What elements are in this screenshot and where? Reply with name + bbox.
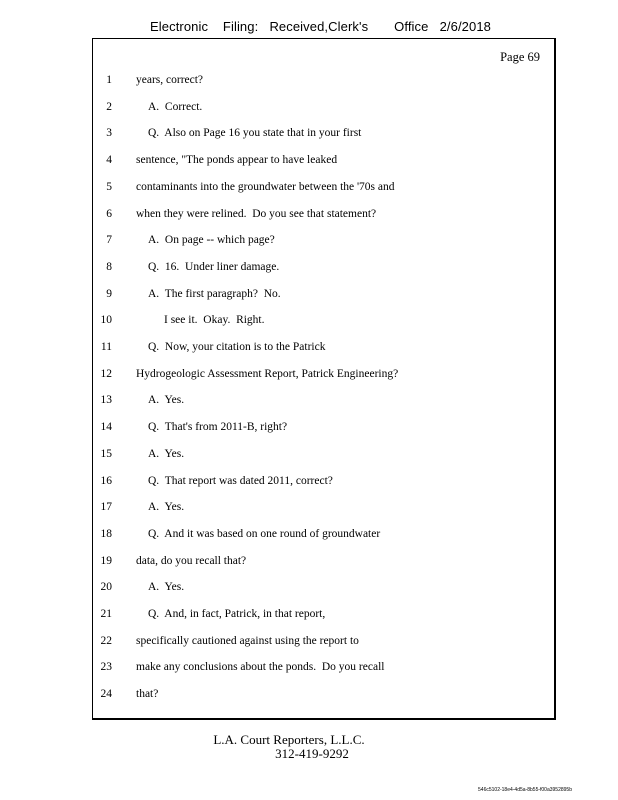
line-number: 8 (106, 260, 112, 273)
line-number: 2 (106, 100, 112, 113)
transcript-line (92, 444, 554, 464)
line-number: 18 (100, 527, 112, 540)
page-number: Page 69 (500, 50, 540, 64)
line-number: 19 (100, 554, 112, 567)
transcript-line (92, 150, 554, 170)
transcript-line (92, 657, 554, 677)
line-text: Q. 16. Under liner damage. (148, 260, 280, 273)
footer-phone (0, 746, 618, 762)
line-text: that? (136, 688, 159, 701)
transcript-line (92, 70, 554, 90)
line-text: when they were relined. Do you see that statement? (136, 207, 377, 220)
transcript-line (92, 577, 554, 597)
line-number: 24 (100, 688, 112, 701)
transcript-line (92, 97, 554, 117)
line-text: Q. That report was dated 2011, correct? (148, 474, 333, 487)
line-text: A. Yes. (148, 501, 185, 514)
line-number: 16 (100, 474, 112, 487)
line-text: Q. And it was based on one round of groundwater (148, 527, 381, 540)
transcript-line (92, 257, 554, 277)
footer-phone-text: 312-419-9292 (275, 746, 349, 761)
line-number: 12 (100, 367, 112, 380)
line-number: 22 (100, 634, 112, 647)
line-number: 9 (106, 287, 112, 300)
transcript-line (92, 471, 554, 491)
line-text: Q. And, in fact, Patrick, in that report, (148, 608, 326, 620)
line-number: 17 (100, 501, 112, 514)
line-number: 10 (100, 314, 112, 327)
line-number: 14 (100, 421, 112, 434)
line-number: 13 (100, 394, 112, 407)
line-number: 20 (100, 581, 112, 594)
transcript-line (92, 551, 554, 571)
line-text: specifically cautioned against using the report to (136, 634, 359, 647)
line-text: data, do you recall that? (136, 554, 247, 567)
transcript-line (92, 390, 554, 410)
transcript-line (92, 497, 554, 517)
transcript-line (92, 230, 554, 250)
line-text: I see it. Okay. Right. (164, 314, 265, 327)
transcript-line (92, 337, 554, 357)
transcript-line (92, 123, 554, 143)
line-text: A. Yes. (148, 394, 185, 407)
document-hash: 546c5102-18e4-4d5a-8b55-f00a3952895b (478, 787, 572, 793)
transcript-line (92, 684, 554, 704)
line-number: 7 (106, 234, 112, 247)
transcript-line (92, 417, 554, 437)
transcript-line (92, 204, 554, 224)
transcript-line (92, 177, 554, 197)
line-number: 5 (106, 180, 112, 193)
line-text: A. On page -- which page? (148, 234, 275, 247)
line-text: contaminants into the groundwater between the '70s and (136, 180, 395, 193)
line-text: Hydrogeologic Assessment Report, Patrick Engineering? (136, 367, 399, 380)
line-text: A. Correct. (148, 100, 203, 113)
footer-company-text: L.A. Court Reporters, L.L.C. (213, 732, 365, 747)
line-number: 1 (106, 74, 112, 86)
line-text: A. Yes. (148, 581, 185, 594)
transcript-line (92, 310, 554, 330)
line-text: Q. Now, your citation is to the Patrick (148, 341, 326, 353)
transcript-line (92, 364, 554, 384)
line-number: 11 (100, 341, 112, 353)
line-number: 6 (106, 207, 112, 220)
transcript-line (92, 604, 554, 624)
line-number: 3 (106, 127, 112, 140)
line-number: 4 (106, 154, 112, 167)
transcript-line (92, 524, 554, 544)
line-text: years, correct? (136, 74, 204, 86)
line-number: 15 (100, 447, 112, 460)
line-number: 21 (100, 608, 112, 620)
transcript-line (92, 284, 554, 304)
line-number: 23 (100, 661, 112, 674)
line-text: make any conclusions about the ponds. Do you recall (136, 661, 385, 674)
transcript-line (92, 631, 554, 651)
filing-stamp: Electronic Filing: Received,Clerk's Office 2/6/2018 (150, 19, 492, 34)
line-text: sentence, "The ponds appear to have leaked (136, 154, 338, 167)
line-text: Q. Also on Page 16 you state that in your first (148, 127, 362, 140)
line-text: A. The first paragraph? No. (148, 287, 281, 300)
line-text: A. Yes. (148, 447, 185, 460)
line-text: Q. That's from 2011-B, right? (148, 421, 288, 434)
